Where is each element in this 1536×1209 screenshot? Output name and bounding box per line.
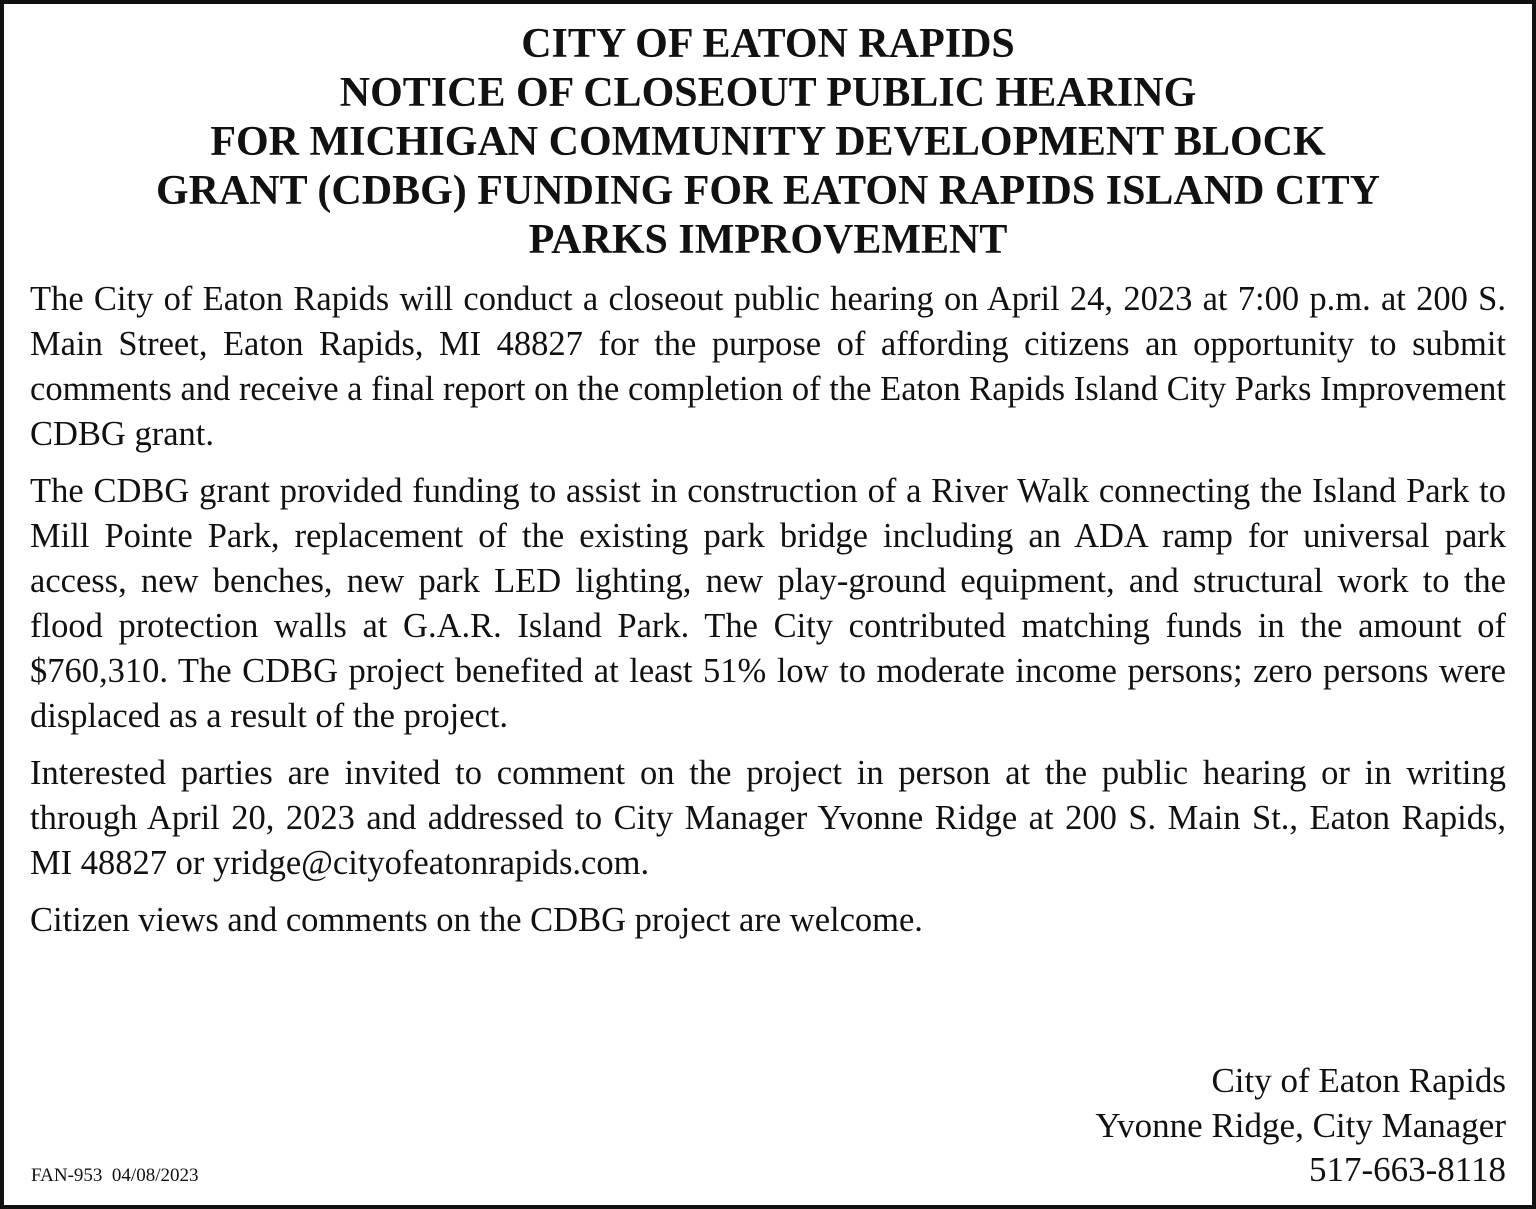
hearing-details-paragraph: The City of Eaton Rapids will conduct a closeout public hearing on April 24, 2023 at 7:00 p.m. at 200 S. Main Street, Eaton Rapids, MI 48827 for the purpose of affording citizens an opportunity to submit comments and receive a final report on the completion of the Eaton Rapids Island City Parks Improvement CDBG grant.	[30, 280, 1506, 453]
comment-instructions-paragraph: Interested parties are invited to comment on the project in person at the public hearing or in writing through April 20, 2023 and addressed to City Manager Yvonne Ridge at 200 S. Main St., Eaton Rapids, MI 48827 or yridge@cityofeatonrapids.com.	[30, 754, 1506, 882]
heading-line: GRANT (CDBG) FUNDING FOR EATON RAPIDS ISLAND CITY	[156, 168, 1380, 214]
heading-line: PARKS IMPROVEMENT	[528, 217, 1008, 263]
heading-line: NOTICE OF CLOSEOUT PUBLIC HEARING	[339, 70, 1197, 116]
notice-body	[30, 277, 1506, 943]
signature-organization: City of Eaton Rapids	[1211, 1061, 1506, 1100]
heading-line: FOR MICHIGAN COMMUNITY DEVELOPMENT BLOCK	[210, 119, 1326, 165]
heading-line: CITY OF EATON RAPIDS	[521, 21, 1015, 67]
grant-description-paragraph: The CDBG grant provided funding to assist in construction of a River Walk connecting the Island Park to Mill Pointe Park, replacement of the existing park bridge including an ADA ramp for universal park access, new benches, new park LED lighting, new play-ground equipment, and structural work to the flood protection walls at G.A.R. Island Park. The City contributed matching funds in the amount of $760,310. The CDBG project benefited at least 51% low to moderate income persons; zero persons were displaced as a result of the project.	[30, 472, 1506, 735]
welcome-paragraph: Citizen views and comments on the CDBG project are welcome.	[30, 901, 923, 939]
signature-phone: 517-663-8118	[1308, 1150, 1506, 1189]
signature-block	[1095, 1059, 1506, 1193]
publication-code: FAN-953 04/08/2023	[31, 1165, 199, 1186]
notice-heading	[30, 20, 1506, 265]
signature-name-title: Yvonne Ridge, City Manager	[1095, 1105, 1506, 1145]
